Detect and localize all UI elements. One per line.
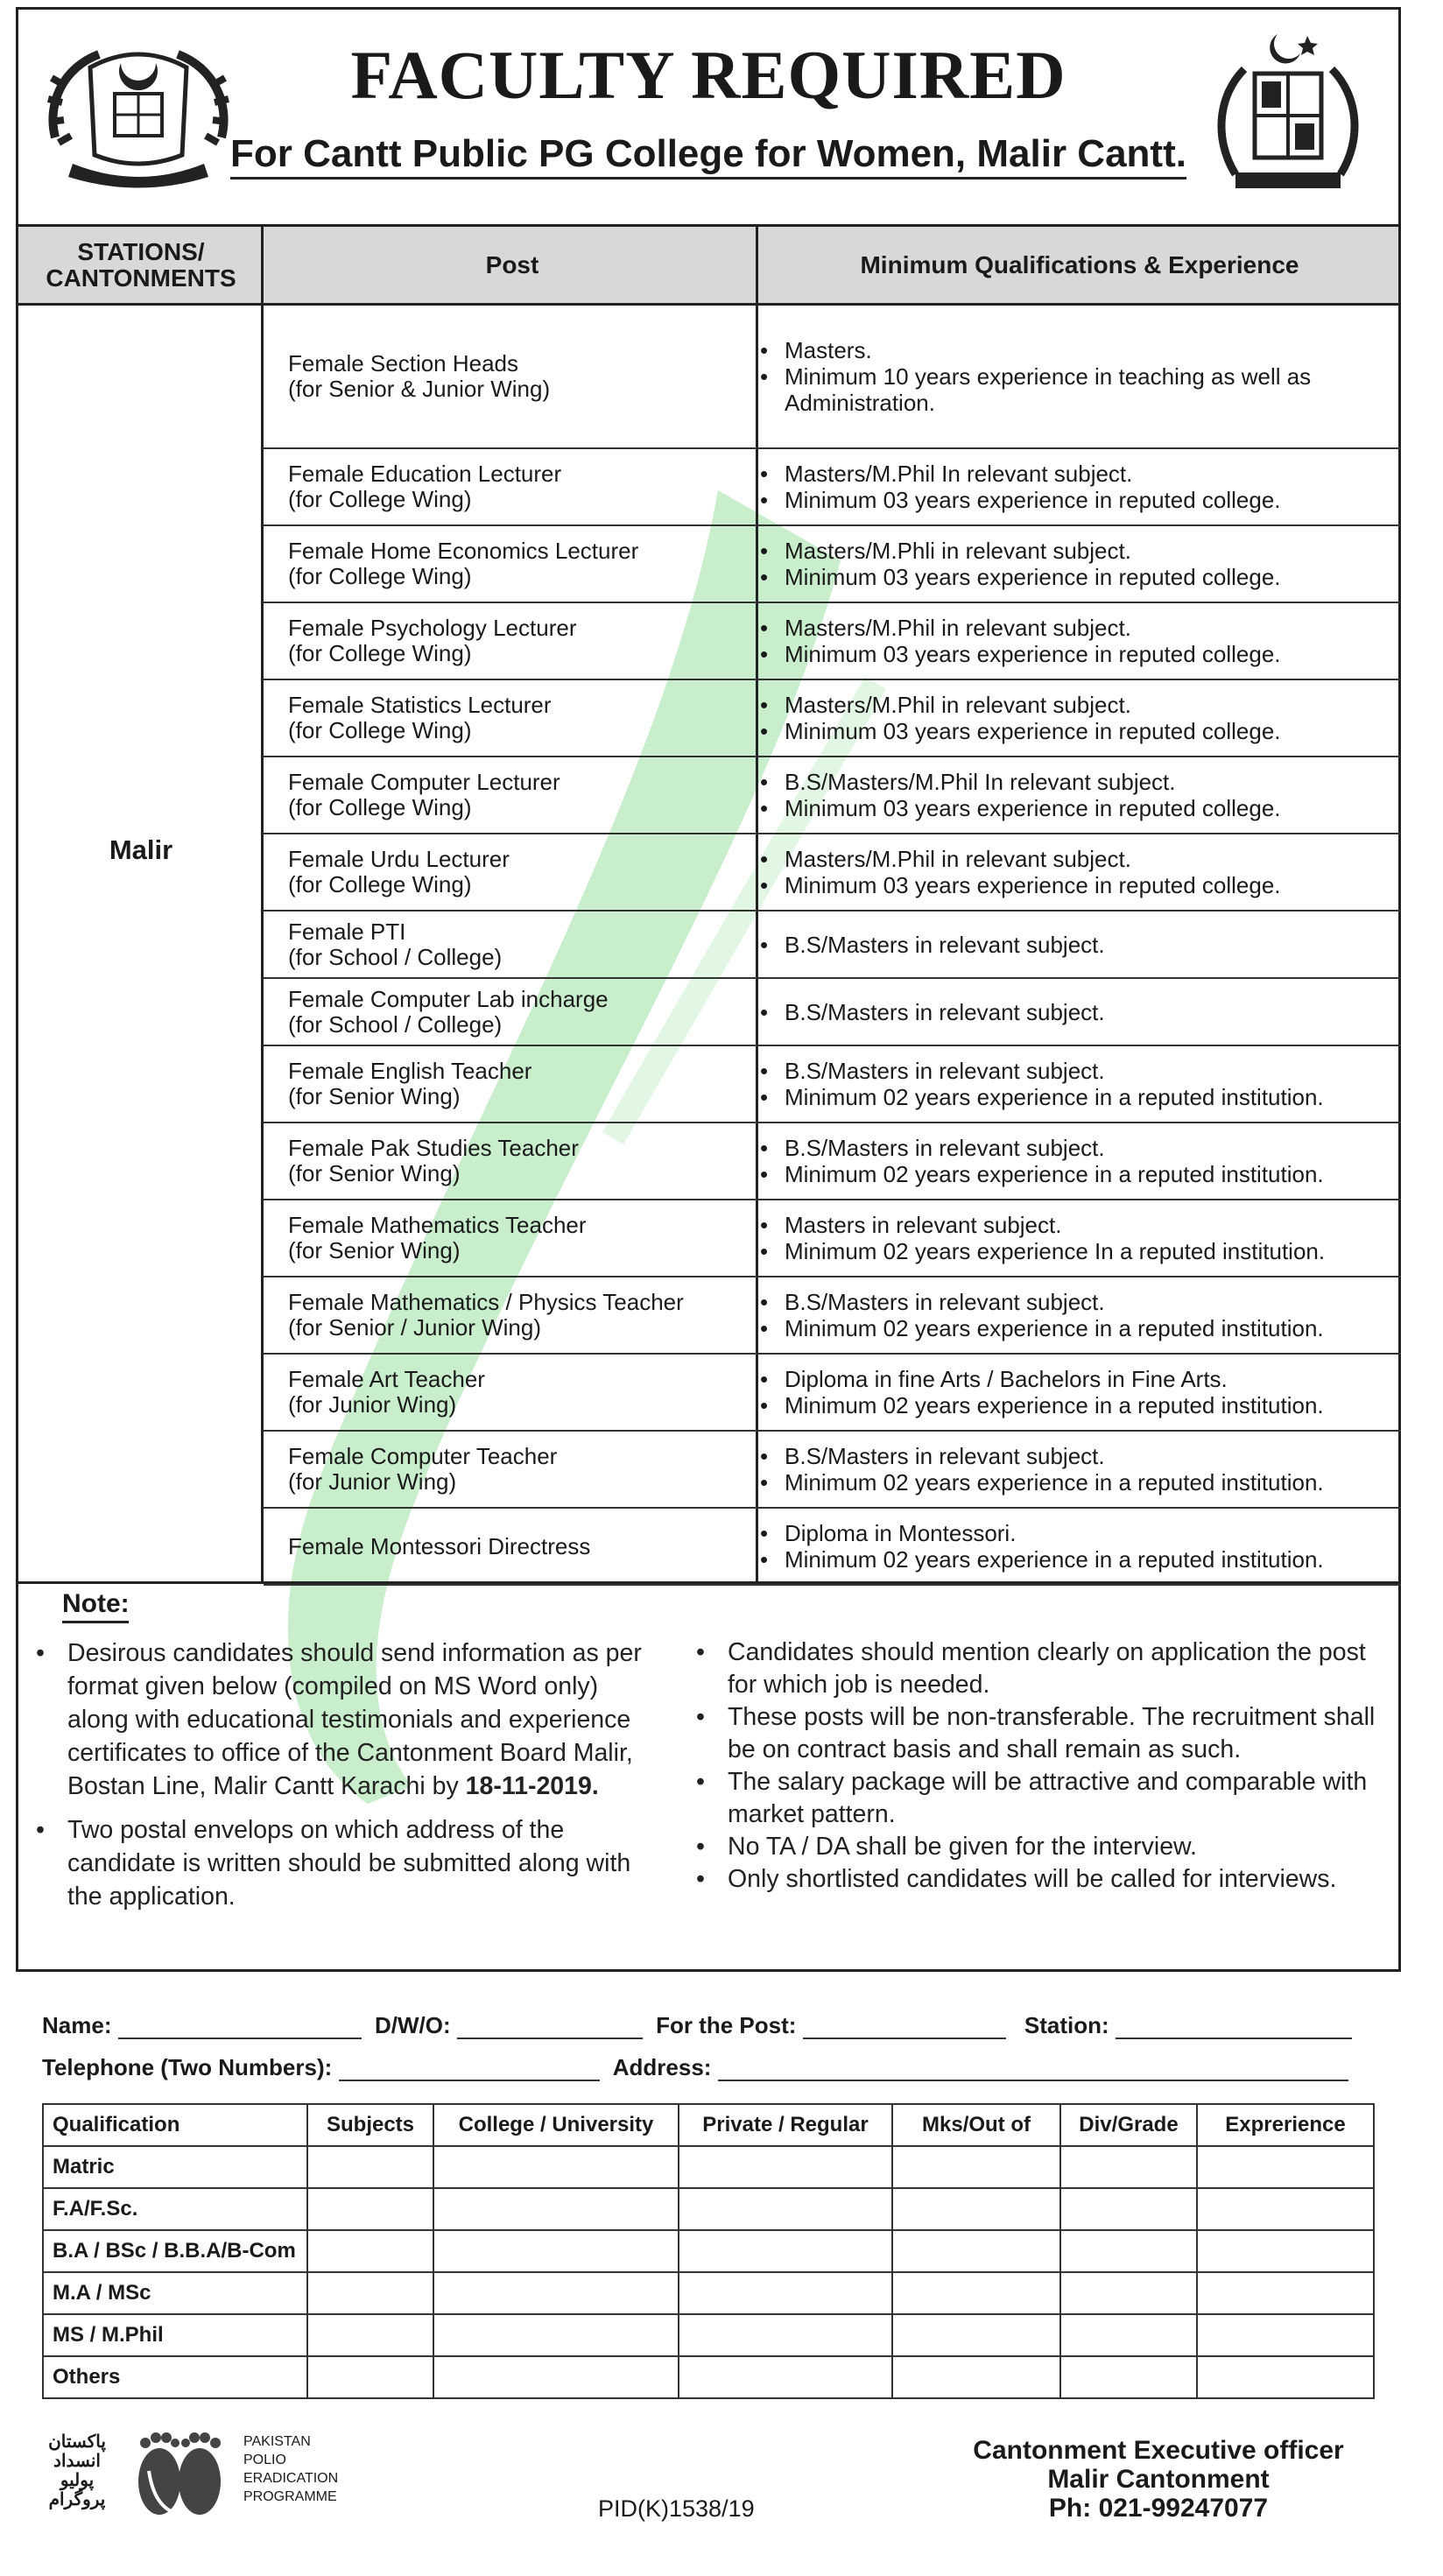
qualification-entry-cell[interactable] — [433, 2146, 679, 2188]
qualification-row — [43, 2356, 1374, 2398]
qualification-cell — [758, 306, 1389, 447]
qualification-cell — [758, 1046, 1389, 1122]
qualification-entry-cell[interactable] — [433, 2230, 679, 2272]
qualification-item: • Masters/M.Phli in relevant subject. — [758, 538, 1389, 564]
qualification-cell — [758, 526, 1389, 602]
post-text: Female PTI — [288, 918, 406, 945]
qualification-item: • Minimum 03 years experience in reputed college. — [758, 564, 1389, 590]
qualification-entry-cell[interactable] — [679, 2230, 892, 2272]
polio-english-text: PAKISTAN POLIO ERADICATION PROGRAMME — [243, 2434, 339, 2504]
qualification-entry-cell[interactable] — [433, 2272, 679, 2314]
table-row — [264, 603, 1401, 680]
post-cell — [288, 834, 743, 910]
qualification-entry-cell[interactable] — [679, 2356, 892, 2398]
table-row — [264, 1200, 1401, 1277]
qualification-entry-cell[interactable] — [1060, 2146, 1197, 2188]
post-text: Female Pak Studies Teacher — [288, 1135, 579, 1161]
post-text: (for Senior Wing) — [288, 1237, 461, 1263]
post-text: Female Computer Lab incharge — [288, 985, 609, 1012]
post-cell — [288, 1200, 743, 1276]
post-cell — [288, 757, 743, 833]
qualification-cell — [758, 1200, 1389, 1276]
notes-section — [18, 1581, 1398, 1974]
qualification-row — [43, 2146, 1374, 2188]
qualification-entry-cell[interactable] — [892, 2188, 1060, 2230]
table-row — [264, 1355, 1401, 1432]
qualification-cell — [758, 1509, 1389, 1584]
post-text: (for College Wing) — [288, 563, 472, 589]
note-item: • Candidates should mention clearly on application the post for which job is needed. — [693, 1636, 1393, 1701]
notes-title-underline — [62, 1621, 129, 1623]
station-name: Malir — [109, 834, 173, 865]
qual-col-marks: Mks/Out of — [892, 2104, 1060, 2146]
station-field[interactable] — [1116, 2018, 1352, 2039]
qualification-item: • Minimum 02 years experience in a reputed institution. — [758, 1084, 1389, 1110]
post-text: (for Senior Wing) — [288, 1083, 461, 1109]
signatory-office: Malir Cantonment — [1047, 2465, 1270, 2494]
post-text: Female Art Teacher — [288, 1366, 485, 1392]
qualification-item: • Minimum 03 years experience in reputed college. — [758, 487, 1389, 513]
qualification-row — [43, 2188, 1374, 2230]
note-text: Two postal envelops on which address of the candidate is written should be submitted along with the application. — [67, 1816, 631, 1911]
qualification-item: • Masters/M.Phil in relevant subject. — [758, 615, 1389, 641]
qualification-entry-cell[interactable] — [679, 2314, 892, 2356]
post-text: Female Statistics Lecturer — [288, 692, 552, 718]
post-cell — [288, 1509, 743, 1584]
station-label: Station: — [1024, 2012, 1109, 2038]
qualification-entry-cell[interactable] — [892, 2272, 1060, 2314]
table-row — [264, 680, 1401, 757]
table-row — [264, 449, 1401, 526]
qual-col-college: College / University — [433, 2104, 679, 2146]
qualification-entry-cell[interactable] — [1060, 2230, 1197, 2272]
qualification-entry-cell[interactable] — [892, 2314, 1060, 2356]
post-text: (for Junior Wing) — [288, 1468, 457, 1495]
post-text: (for Senior Wing) — [288, 1160, 461, 1186]
footer — [16, 2399, 1425, 2574]
post-field[interactable] — [803, 2018, 1006, 2039]
qualification-header-row — [43, 2104, 1374, 2146]
post-text: (for College Wing) — [288, 486, 472, 512]
table-row — [264, 757, 1401, 834]
post-text: (for College Wing) — [288, 871, 472, 897]
qualification-cell — [758, 1432, 1389, 1507]
table-header — [18, 227, 1398, 306]
table-row — [264, 1432, 1401, 1509]
polio-urdu-text: پاکستان انسداد پولیو پروگرام — [48, 2432, 106, 2509]
qualification-level: M.A / MSc — [43, 2272, 307, 2314]
name-label: Name: — [42, 2012, 112, 2038]
post-text: (for School / College) — [288, 943, 503, 970]
qualification-item: • Minimum 02 years experience In a reputed institution. — [758, 1238, 1389, 1264]
table-row — [264, 1123, 1401, 1200]
column-header-stations: STATIONS/ CANTONMENTS — [46, 237, 236, 292]
qual-col-grade: Div/Grade — [1060, 2104, 1197, 2146]
post-text: (for Senior / Junior Wing) — [288, 1314, 541, 1341]
qual-col-subjects: Subjects — [307, 2104, 433, 2146]
post-text: (for Junior Wing) — [288, 1391, 457, 1418]
telephone-label: Telephone (Two Numbers): — [42, 2054, 333, 2080]
notes-left-column — [32, 1636, 663, 1924]
qualification-entry-cell[interactable] — [1197, 2146, 1374, 2188]
post-text: (for College Wing) — [288, 640, 472, 666]
dwo-label: D/W/O: — [374, 2012, 451, 2038]
post-cell — [288, 979, 743, 1045]
qual-col-private-regular: Private / Regular — [679, 2104, 892, 2146]
post-cell — [288, 1046, 743, 1122]
qualification-cell — [758, 1277, 1389, 1353]
qualification-cell — [758, 1355, 1389, 1430]
qualification-entry-cell[interactable] — [307, 2272, 433, 2314]
qualification-entry-cell[interactable] — [307, 2188, 433, 2230]
post-cell — [288, 680, 743, 756]
polio-eradication-logo — [33, 2429, 366, 2525]
qualification-item: • Minimum 10 years experience in teaching as well as Administration. — [758, 363, 1389, 416]
table-row — [264, 1509, 1401, 1586]
post-text: Female Computer Lecturer — [288, 769, 560, 795]
post-text: (for College Wing) — [288, 717, 472, 743]
footprints-icon — [123, 2429, 231, 2525]
qualification-item: • Minimum 02 years experience in a reputed institution. — [758, 1546, 1389, 1573]
post-text: Female Urdu Lecturer — [288, 846, 510, 872]
qualification-entry-cell[interactable] — [1197, 2314, 1374, 2356]
header — [18, 10, 1398, 227]
dwo-field[interactable] — [457, 2018, 643, 2039]
post-cell — [288, 1123, 743, 1199]
qualification-row — [43, 2272, 1374, 2314]
post-text: Female Psychology Lecturer — [288, 615, 577, 641]
notes-right-column — [693, 1636, 1393, 1896]
post-text: (for School / College) — [288, 1010, 503, 1038]
table-row — [264, 526, 1401, 603]
qualification-item: • Masters/M.Phil in relevant subject. — [758, 846, 1389, 872]
qualification-cell — [758, 1123, 1389, 1199]
qualification-entry-cell[interactable] — [892, 2146, 1060, 2188]
qualification-cell — [758, 911, 1389, 977]
qualification-item: • B.S/Masters in relevant subject. — [758, 1058, 1389, 1084]
qualification-item: • B.S/Masters in relevant subject. — [758, 932, 1389, 958]
qual-col-qualification: Qualification — [43, 2104, 307, 2146]
signatory-phone: Ph: 021-99247077 — [1048, 2494, 1269, 2523]
qualification-entry-cell[interactable] — [307, 2230, 433, 2272]
qualification-item: • B.S/Masters in relevant subject. — [758, 999, 1389, 1025]
qualification-cell — [758, 757, 1389, 833]
qualification-level: F.A/F.Sc. — [43, 2188, 307, 2230]
table-row — [264, 979, 1401, 1046]
post-cell — [288, 1277, 743, 1353]
post-text: Female Mathematics Teacher — [288, 1212, 587, 1238]
qualification-entry-cell[interactable] — [307, 2356, 433, 2398]
qualification-entry-cell[interactable] — [433, 2356, 679, 2398]
post-cell — [288, 603, 743, 679]
qualification-level: Matric — [43, 2146, 307, 2188]
signatory-title: Cantonment Executive officer — [973, 2436, 1344, 2465]
note-item: • Only shortlisted candidates will be called for interviews. — [693, 1863, 1393, 1896]
qualification-level: B.A / BSc / B.B.A/B-Com — [43, 2230, 307, 2272]
post-label: For the Post: — [656, 2012, 797, 2038]
post-text: Female Montessori Directress — [288, 1532, 591, 1559]
qualification-row — [43, 2314, 1374, 2356]
qualification-entry-cell[interactable] — [307, 2146, 433, 2188]
qualification-entry-cell[interactable] — [679, 2188, 892, 2230]
qualification-item: • B.S/Masters in relevant subject. — [758, 1135, 1389, 1161]
signature-block — [909, 2436, 1408, 2523]
telephone-field[interactable] — [339, 2060, 600, 2081]
qualification-cell — [758, 449, 1389, 524]
column-header-qualifications: Minimum Qualifications & Experience — [860, 250, 1299, 278]
table-row — [264, 834, 1401, 911]
address-label: Address: — [612, 2054, 712, 2080]
address-field[interactable] — [718, 2060, 1348, 2081]
note-item: • No TA / DA shall be given for the interview. — [693, 1831, 1393, 1863]
post-text: Female Home Economics Lecturer — [288, 538, 639, 564]
qualification-entry-cell[interactable] — [1197, 2356, 1374, 2398]
post-text: Female English Teacher — [288, 1058, 532, 1084]
table-row — [264, 306, 1401, 449]
qualification-item: • Minimum 03 years experience in reputed college. — [758, 718, 1389, 744]
qualification-entry-cell[interactable] — [1060, 2188, 1197, 2230]
post-text: Female Computer Teacher — [288, 1443, 558, 1469]
post-text: (for College Wing) — [288, 794, 472, 820]
qualification-entry-cell[interactable] — [433, 2314, 679, 2356]
qualification-cell — [758, 834, 1389, 910]
qualification-entry-cell[interactable] — [1060, 2356, 1197, 2398]
qualification-cell — [758, 979, 1389, 1045]
qualification-item: • Minimum 02 years experience in a reputed institution. — [758, 1469, 1389, 1496]
qualification-entry-cell[interactable] — [892, 2230, 1060, 2272]
qualification-item: • Minimum 03 years experience in reputed college. — [758, 795, 1389, 821]
post-cell — [288, 306, 743, 447]
form-row-contact — [42, 2054, 1348, 2081]
table-row — [264, 1046, 1401, 1123]
qualification-entry-cell[interactable] — [307, 2314, 433, 2356]
qualification-item: • Minimum 02 years experience in a reputed institution. — [758, 1392, 1389, 1418]
qualification-entry-cell[interactable] — [1197, 2272, 1374, 2314]
post-text: (for Senior & Junior Wing) — [288, 376, 551, 402]
note-item: • These posts will be non-transferable. The recruitment shall be on contract basis and shall remain as such. — [693, 1701, 1393, 1766]
qualification-entry-cell[interactable] — [679, 2272, 892, 2314]
qualification-cell — [758, 603, 1389, 679]
qualification-level: MS / M.Phil — [43, 2314, 307, 2356]
qualification-item: • Masters/M.Phil in relevant subject. — [758, 692, 1389, 718]
advertisement-frame — [16, 7, 1401, 1972]
page-title: FACULTY REQUIRED — [350, 37, 1066, 113]
post-cell — [288, 911, 743, 977]
note-item — [32, 1636, 663, 1803]
qualification-level: Others — [43, 2356, 307, 2398]
table-row — [264, 1277, 1401, 1355]
qualification-item: • Diploma in fine Arts / Bachelors in Fine Arts. — [758, 1366, 1389, 1392]
form-row-personal — [42, 2012, 1352, 2039]
name-field[interactable] — [118, 2018, 362, 2039]
qualification-item: • Masters/M.Phil In relevant subject. — [758, 461, 1389, 487]
qual-col-experience: Exprerience — [1197, 2104, 1374, 2146]
qualification-entry-cell[interactable] — [1060, 2314, 1197, 2356]
qualification-table — [42, 2103, 1375, 2399]
qualification-entry-cell[interactable] — [1197, 2230, 1374, 2272]
deadline-date: 18-11-2019. — [465, 1772, 599, 1800]
post-cell — [288, 449, 743, 524]
note-text: Desirous candidates should send information as per format given below (compiled on MS Word only) along with educational testimonials and experience certificates to office of the Cantonment Board Malir, Bostan Line, Malir Cantt Karachi by — [67, 1639, 642, 1800]
qualification-row — [43, 2230, 1374, 2272]
note-item: • The salary package will be attractive and comparable with market pattern. — [693, 1766, 1393, 1831]
qualification-entry-cell[interactable] — [1060, 2272, 1197, 2314]
qualification-entry-cell[interactable] — [679, 2146, 892, 2188]
post-cell — [288, 1355, 743, 1430]
publication-id: PID(K)1538/19 — [598, 2495, 755, 2522]
qualification-item: • Diploma in Montessori. — [758, 1520, 1389, 1546]
qualification-entry-cell[interactable] — [433, 2188, 679, 2230]
column-header-post: Post — [485, 250, 539, 278]
qualification-item: • B.S/Masters in relevant subject. — [758, 1289, 1389, 1315]
qualification-item: • Minimum 03 years experience in reputed college. — [758, 641, 1389, 667]
qualification-cell — [758, 680, 1389, 756]
qualification-item: • B.S/Masters/M.Phil In relevant subject. — [758, 769, 1389, 795]
pakistan-army-emblem-icon — [1209, 25, 1367, 201]
qualification-entry-cell[interactable] — [1197, 2188, 1374, 2230]
note-item — [32, 1813, 663, 1913]
qualification-item: • Masters in relevant subject. — [758, 1212, 1389, 1238]
qualification-item: • Minimum 02 years experience in a reputed institution. — [758, 1315, 1389, 1341]
post-text: Female Education Lecturer — [288, 461, 562, 487]
page-subtitle: For Cantt Public PG College for Women, Malir Cantt. — [230, 132, 1186, 179]
post-text: Female Section Heads — [288, 350, 519, 377]
post-text: Female Mathematics / Physics Teacher — [288, 1289, 684, 1315]
qualification-item: • B.S/Masters in relevant subject. — [758, 1443, 1389, 1469]
qualification-item: • Masters. — [758, 337, 1389, 363]
qualification-item: • Minimum 03 years experience in reputed college. — [758, 872, 1389, 898]
qualification-item: • Minimum 02 years experience in a reputed institution. — [758, 1161, 1389, 1187]
post-cell — [288, 1432, 743, 1507]
qualification-entry-cell[interactable] — [892, 2356, 1060, 2398]
table-row — [264, 911, 1401, 979]
post-cell — [288, 526, 743, 602]
notes-title: Note: — [62, 1589, 130, 1618]
